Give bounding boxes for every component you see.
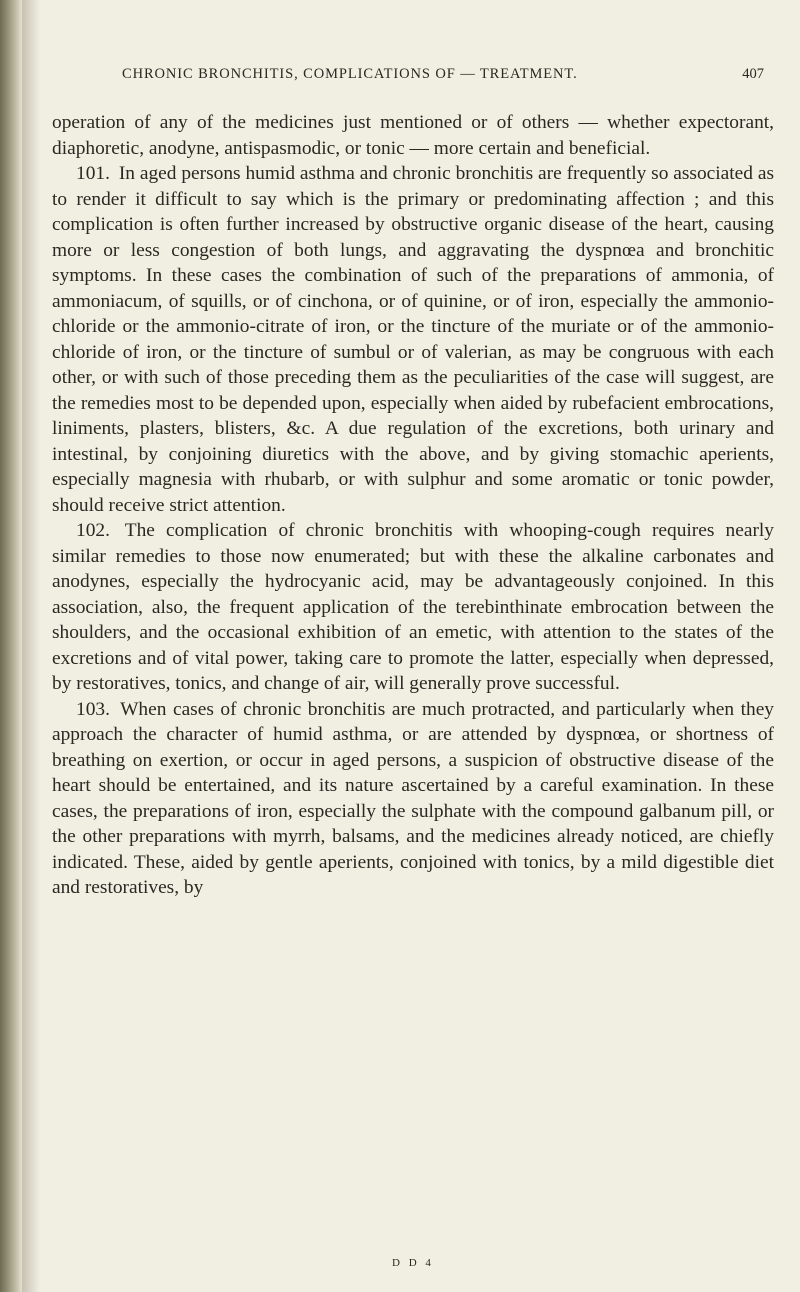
gutter-shadow bbox=[22, 0, 40, 1292]
paragraph-number: 101. bbox=[76, 163, 110, 184]
paragraph-text: operation of any of the medicines just mentioned or of others — whether expectorant, diaphoretic, anodyne, antispasmodic, or tonic — more certain and beneficial. bbox=[52, 112, 774, 159]
book-page bbox=[52, 0, 774, 1292]
paragraph-text: In aged persons humid asthma and chronic bronchitis are frequently so associated as to render it difficult to say which is the primary or predominating affection ; and this complication is often further increased by obstructive organic disease of the heart, causing more or less congestion of both lungs, and aggravating the dyspnœa and bronchitic symptoms. In these cases the combination of such of the preparations of ammonia, of ammoniacum, of squills, or of cinchona, or of quinine, or of iron, especially the ammonio-chloride or the ammonio-citrate of iron, or the tincture of the muriate or of the ammonio-chloride of iron, or the tincture of sumbul or of valerian, as may be congruous with each other, or with such of those preceding them as the peculiarities of the case will suggest, are the remedies most to be depended upon, especially when aided by rubefacient embrocations, liniments, plasters, blisters, &c. A due regulation of the excretions, both urinary and intestinal, by conjoining diuretics with the above, and by giving stomachic aperients, especially magnesia with rhubarb, or with sulphur and some aromatic or tonic powder, should receive strict attention. bbox=[52, 163, 774, 516]
running-head bbox=[52, 63, 774, 85]
paragraph-text: The complication of chronic bronchitis with whooping-cough requires nearly similar remedies to those now enumerated; but with these the alkaline carbonates and anodynes, especially the hydrocyanic acid, may be advantageously conjoined. In this association, also, the frequent application of the terebinthinate embrocation between the shoulders, and the occasional exhibition of an emetic, with attention to the states of the excretions and of vital power, taking care to promote the latter, especially when depressed, by restoratives, tonics, and change of air, will generally prove successful. bbox=[52, 520, 774, 694]
paragraph-text: When cases of chronic bronchitis are much protracted, and particularly when they approach the character of humid asthma, or are attended by dyspnœa, or shortness of breathing on exertion, or occur in aged persons, a suspicion of obstructive disease of the heart should be entertained, and its nature ascertained by a careful examination. In these cases, the preparations of iron, especially the sulphate with the compound galbanum pill, or the other preparations with myrrh, balsams, and the medicines already noticed, are chiefly indicated. These, aided by gentle aperients, conjoined with tonics, by a mild digestible diet and restoratives, by bbox=[52, 698, 775, 898]
paragraph-number: 102. bbox=[76, 520, 110, 541]
book-binding-edge bbox=[0, 0, 22, 1292]
body-text bbox=[52, 110, 774, 901]
page-number: 407 bbox=[742, 66, 764, 82]
paragraph-continuation bbox=[52, 110, 774, 161]
paragraph-number: 103. bbox=[76, 698, 110, 720]
paragraph-101 bbox=[52, 161, 774, 518]
running-title: CHRONIC BRONCHITIS, COMPLICATIONS OF — TREATMENT. bbox=[122, 66, 578, 82]
paragraph-103 bbox=[52, 697, 774, 901]
paragraph-102 bbox=[52, 518, 774, 697]
signature-mark: D D 4 bbox=[392, 1257, 434, 1269]
